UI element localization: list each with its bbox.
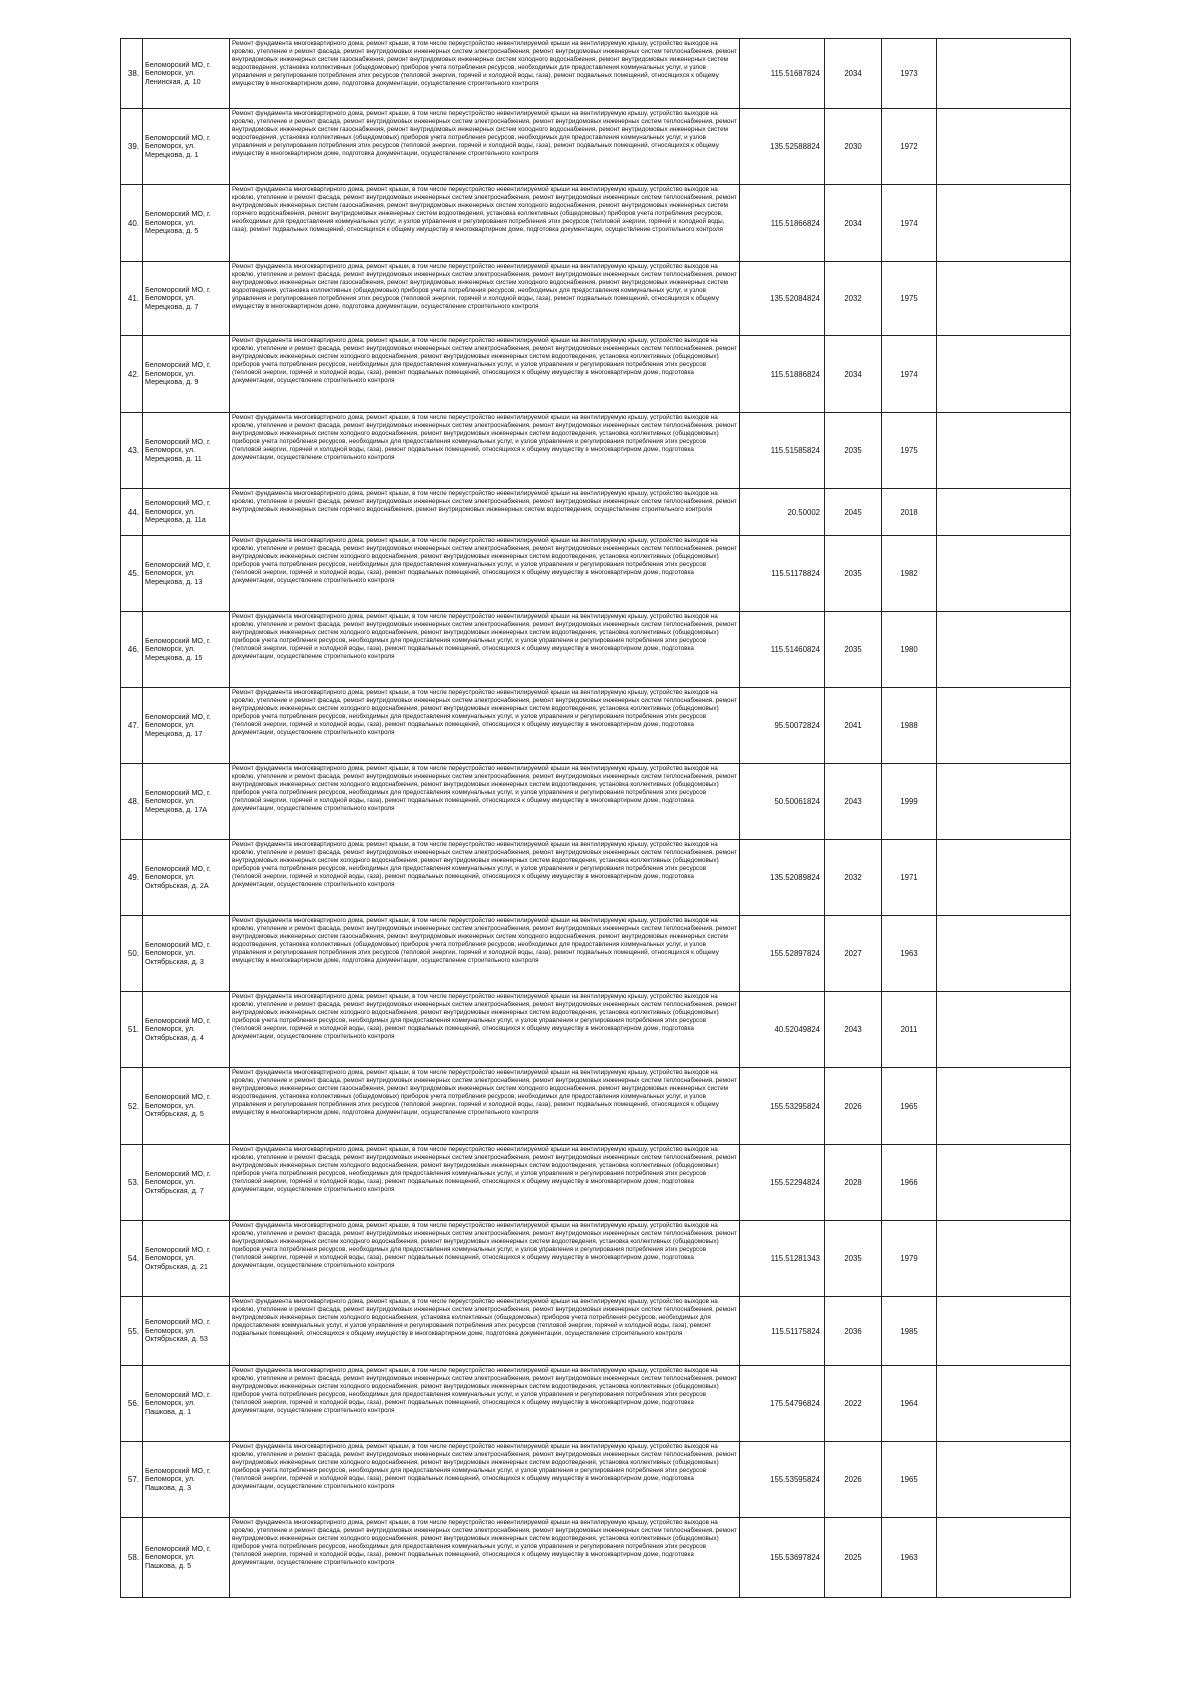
row-number: 48. — [121, 764, 143, 840]
table-row — [121, 185, 1071, 262]
address-cell: Беломорский МО, г. Беломорск, ул. Октябрьская, д. 21 — [143, 1221, 230, 1297]
cost-cell: 115.51178824 — [740, 536, 825, 612]
table-row — [121, 489, 1071, 536]
table-row — [121, 688, 1071, 764]
repair-year-cell: 2034 — [825, 39, 882, 109]
empty-cell — [937, 916, 1071, 992]
row-number: 49. — [121, 840, 143, 916]
empty-cell — [937, 764, 1071, 840]
row-number: 57. — [121, 1442, 143, 1518]
works-description-cell: Ремонт фундамента многоквартирного дома, ремонт крыши, в том числе переустройство невентилируемой крыши на вентилируемую крышу, устройство выходов на кровлю, утепление и ремонт фасада, ремонт внутридомовых инженерных систем электроснабжения, ремонт внутридомовых инженерных систем теплоснабжения, ремонт внутридомовых инженерных систем газоснабжения, ремонт внутридомовых инженерных систем холодного водоснабжения, ремонт внутридомовых инженерных систем водоотведения, установка коллективных (общедомовых) приборов учета потребления ресурсов, необходимых для предоставления коммунальных услуг, и узлов управления и регулирования потребления этих ресурсов (тепловой энергии, горячей и холодной воды, газа), ремонт подвальных помещений, относящихся к общему имуществу в многоквартирном доме, подготовка документации, осуществление строительного контроля — [230, 39, 740, 109]
cost-cell: 155.52897824 — [740, 916, 825, 992]
table-row — [121, 764, 1071, 840]
table-row — [121, 1442, 1071, 1518]
works-description-cell: Ремонт фундамента многоквартирного дома, ремонт крыши, в том числе переустройство невентилируемой крыши на вентилируемую крышу, устройство выходов на кровлю, утепление и ремонт фасада, ремонт внутридомовых инженерных систем электроснабжения, ремонт внутридомовых инженерных систем теплоснабжения, ремонт внутридомовых инженерных систем холодного водоснабжения, ремонт внутридомовых инженерных систем водоотведения, установка коллективных (общедомовых) приборов учета потребления ресурсов, необходимых для предоставления коммунальных услуг, и узлов управления и регулирования потребления этих ресурсов (тепловой энергии, горячей и холодной воды, газа), ремонт подвальных помещений, относящихся к общему имуществу в многоквартирном доме, подготовка документации, осуществление строительного контроля — [230, 536, 740, 612]
cost-cell: 155.52294824 — [740, 1145, 825, 1221]
works-description-cell: Ремонт фундамента многоквартирного дома, ремонт крыши, в том числе переустройство невентилируемой крыши на вентилируемую крышу, устройство выходов на кровлю, утепление и ремонт фасада, ремонт внутридомовых инженерных систем электроснабжения, ремонт внутридомовых инженерных систем теплоснабжения, ремонт внутридомовых инженерных систем холодного водоснабжения, ремонт внутридомовых инженерных систем водоотведения, установка коллективных (общедомовых) приборов учета потребления ресурсов, необходимых для предоставления коммунальных услуг, и узлов управления и регулирования потребления этих ресурсов (тепловой энергии, горячей и холодной воды, газа), ремонт подвальных помещений, относящихся к общему имуществу в многоквартирном доме, подготовка документации, осуществление строительного контроля — [230, 1145, 740, 1221]
empty-cell — [937, 109, 1071, 185]
repair-year-cell: 2035 — [825, 1221, 882, 1297]
cost-cell: 50.50061824 — [740, 764, 825, 840]
row-number: 47. — [121, 688, 143, 764]
address-cell: Беломорский МО, г. Беломорск, ул. Мерецкова, д. 9 — [143, 336, 230, 413]
works-description-cell: Ремонт фундамента многоквартирного дома, ремонт крыши, в том числе переустройство невентилируемой крыши на вентилируемую крышу, устройство выходов на кровлю, утепление и ремонт фасада, ремонт внутридомовых инженерных систем электроснабжения, ремонт внутридомовых инженерных систем теплоснабжения, ремонт внутридомовых инженерных систем горячего водоснабжения, ремонт внутридомовых инженерных систем водоотведения, осуществление строительного контроля — [230, 489, 740, 536]
empty-cell — [937, 840, 1071, 916]
works-description-cell: Ремонт фундамента многоквартирного дома, ремонт крыши, в том числе переустройство невентилируемой крыши на вентилируемую крышу, устройство выходов на кровлю, утепление и ремонт фасада, ремонт внутридомовых инженерных систем электроснабжения, ремонт внутридомовых инженерных систем теплоснабжения, ремонт внутридомовых инженерных систем холодного водоснабжения, ремонт внутридомовых инженерных систем водоотведения, установка коллективных (общедомовых) приборов учета потребления ресурсов, необходимых для предоставления коммунальных услуг, и узлов управления и регулирования потребления этих ресурсов (тепловой энергии, горячей и холодной воды, газа), ремонт подвальных помещений, относящихся к общему имуществу в многоквартирном доме, подготовка документации, осуществление строительного контроля — [230, 1366, 740, 1442]
address-cell: Беломорский МО, г. Беломорск, ул. Мерецкова, д. 13 — [143, 536, 230, 612]
build-year-cell: 1973 — [882, 39, 937, 109]
build-year-cell: 1966 — [882, 1145, 937, 1221]
build-year-cell: 1963 — [882, 916, 937, 992]
works-description-cell: Ремонт фундамента многоквартирного дома, ремонт крыши, в том числе переустройство невентилируемой крыши на вентилируемую крышу, устройство выходов на кровлю, утепление и ремонт фасада, ремонт внутридомовых инженерных систем электроснабжения, ремонт внутридомовых инженерных систем теплоснабжения, ремонт внутридомовых инженерных систем холодного водоснабжения, ремонт внутридомовых инженерных систем водоотведения, установка коллективных (общедомовых) приборов учета потребления ресурсов, необходимых для предоставления коммунальных услуг, и узлов управления и регулирования потребления этих ресурсов (тепловой энергии, горячей и холодной воды, газа), ремонт подвальных помещений, относящихся к общему имуществу в многоквартирном доме, подготовка документации, осуществление строительного контроля — [230, 688, 740, 764]
cost-cell: 115.51866824 — [740, 185, 825, 262]
build-year-cell: 1988 — [882, 688, 937, 764]
build-year-cell: 1965 — [882, 1442, 937, 1518]
empty-cell — [937, 992, 1071, 1068]
table-row — [121, 536, 1071, 612]
cost-cell: 115.51281343 — [740, 1221, 825, 1297]
cost-cell: 115.51886824 — [740, 336, 825, 413]
cost-cell: 135.52084824 — [740, 262, 825, 336]
repair-year-cell: 2034 — [825, 336, 882, 413]
works-description-cell: Ремонт фундамента многоквартирного дома, ремонт крыши, в том числе переустройство невентилируемой крыши на вентилируемую крышу, устройство выходов на кровлю, утепление и ремонт фасада, ремонт внутридомовых инженерных систем электроснабжения, ремонт внутридомовых инженерных систем теплоснабжения, ремонт внутридомовых инженерных систем холодного водоснабжения, ремонт внутридомовых инженерных систем водоотведения, установка коллективных (общедомовых) приборов учета потребления ресурсов, необходимых для предоставления коммунальных услуг, и узлов управления и регулирования потребления этих ресурсов (тепловой энергии, горячей и холодной воды, газа), ремонт подвальных помещений, относящихся к общему имуществу в многоквартирном доме, подготовка документации, осуществление строительного контроля — [230, 1221, 740, 1297]
address-cell: Беломорский МО, г. Беломорск, ул. Мерецкова, д. 11 — [143, 413, 230, 489]
table-row — [121, 916, 1071, 992]
table-row — [121, 39, 1071, 109]
works-description-cell: Ремонт фундамента многоквартирного дома, ремонт крыши, в том числе переустройство невентилируемой крыши на вентилируемую крышу, устройство выходов на кровлю, утепление и ремонт фасада, ремонт внутридомовых инженерных систем электроснабжения, ремонт внутридомовых инженерных систем теплоснабжения, ремонт внутридомовых инженерных систем холодного водоснабжения, ремонт внутридомовых инженерных систем водоотведения, установка коллективных (общедомовых) приборов учета потребления ресурсов, необходимых для предоставления коммунальных услуг, и узлов управления и регулирования потребления этих ресурсов (тепловой энергии, горячей и холодной воды, газа), ремонт подвальных помещений, относящихся к общему имуществу в многоквартирном доме, подготовка документации, осуществление строительного контроля — [230, 413, 740, 489]
table-row — [121, 1366, 1071, 1442]
repair-year-cell: 2027 — [825, 916, 882, 992]
table-body — [121, 39, 1071, 1598]
cost-cell: 115.51687824 — [740, 39, 825, 109]
empty-cell — [937, 1518, 1071, 1598]
build-year-cell: 1982 — [882, 536, 937, 612]
address-cell: Беломорский МО, г. Беломорск, ул. Пашкова, д. 1 — [143, 1366, 230, 1442]
repair-year-cell: 2026 — [825, 1442, 882, 1518]
empty-cell — [937, 1221, 1071, 1297]
cost-cell: 95.50072824 — [740, 688, 825, 764]
address-cell: Беломорский МО, г. Беломорск, ул. Ленинская, д. 10 — [143, 39, 230, 109]
works-description-cell: Ремонт фундамента многоквартирного дома, ремонт крыши, в том числе переустройство невентилируемой крыши на вентилируемую крышу, устройство выходов на кровлю, утепление и ремонт фасада, ремонт внутридомовых инженерных систем электроснабжения, ремонт внутридомовых инженерных систем теплоснабжения, ремонт внутридомовых инженерных систем газоснабжения, ремонт внутридомовых инженерных систем холодного водоснабжения, ремонт внутридомовых инженерных систем водоотведения, установка коллективных (общедомовых) приборов учета потребления ресурсов, необходимых для предоставления коммунальных услуг, и узлов управления и регулирования потребления этих ресурсов (тепловой энергии, горячей и холодной воды, газа), ремонт подвальных помещений, относящихся к общему имуществу в многоквартирном доме, подготовка документации, осуществление строительного контроля — [230, 1068, 740, 1145]
table-row — [121, 336, 1071, 413]
address-cell: Беломорский МО, г. Беломорск, ул. Пашкова, д. 3 — [143, 1442, 230, 1518]
build-year-cell: 1974 — [882, 336, 937, 413]
works-description-cell: Ремонт фундамента многоквартирного дома, ремонт крыши, в том числе переустройство невентилируемой крыши на вентилируемую крышу, устройство выходов на кровлю, утепление и ремонт фасада, ремонт внутридомовых инженерных систем электроснабжения, ремонт внутридомовых инженерных систем теплоснабжения, ремонт внутридомовых инженерных систем газоснабжения, ремонт внутридомовых инженерных систем холодного водоснабжения, ремонт внутридомовых инженерных систем водоотведения, установка коллективных (общедомовых) приборов учета потребления ресурсов, необходимых для предоставления коммунальных услуг, и узлов управления и регулирования потребления этих ресурсов (тепловой энергии, горячей и холодной воды, газа), ремонт подвальных помещений, относящихся к общему имуществу в многоквартирном доме, подготовка документации, осуществление строительного контроля — [230, 916, 740, 992]
build-year-cell: 2011 — [882, 992, 937, 1068]
table-row — [121, 413, 1071, 489]
table-row — [121, 1068, 1071, 1145]
row-number: 40. — [121, 185, 143, 262]
table-row — [121, 109, 1071, 185]
row-number: 51. — [121, 992, 143, 1068]
address-cell: Беломорский МО, г. Беломорск, ул. Мерецкова, д. 5 — [143, 185, 230, 262]
table-row — [121, 1518, 1071, 1598]
repair-year-cell: 2043 — [825, 764, 882, 840]
works-description-cell: Ремонт фундамента многоквартирного дома, ремонт крыши, в том числе переустройство невентилируемой крыши на вентилируемую крышу, устройство выходов на кровлю, утепление и ремонт фасада, ремонт внутридомовых инженерных систем электроснабжения, ремонт внутридомовых инженерных систем теплоснабжения, ремонт внутридомовых инженерных систем холодного водоснабжения, ремонт внутридомовых инженерных систем водоотведения, установка коллективных (общедомовых) приборов учета потребления ресурсов, необходимых для предоставления коммунальных услуг, и узлов управления и регулирования потребления этих ресурсов (тепловой энергии, горячей и холодной воды, газа), ремонт подвальных помещений, относящихся к общему имуществу в многоквартирном доме, подготовка документации, осуществление строительного контроля — [230, 336, 740, 413]
build-year-cell: 1980 — [882, 612, 937, 688]
cost-cell: 155.53697824 — [740, 1518, 825, 1598]
table-row — [121, 992, 1071, 1068]
row-number: 52. — [121, 1068, 143, 1145]
empty-cell — [937, 1366, 1071, 1442]
repair-year-cell: 2022 — [825, 1366, 882, 1442]
works-description-cell: Ремонт фундамента многоквартирного дома, ремонт крыши, в том числе переустройство невентилируемой крыши на вентилируемую крышу, устройство выходов на кровлю, утепление и ремонт фасада, ремонт внутридомовых инженерных систем электроснабжения, ремонт внутридомовых инженерных систем теплоснабжения, ремонт внутридомовых инженерных систем холодного водоснабжения, ремонт внутридомовых инженерных систем водоотведения, установка коллективных (общедомовых) приборов учета потребления ресурсов, необходимых для предоставления коммунальных услуг, и узлов управления и регулирования потребления этих ресурсов (тепловой энергии, горячей и холодной воды, газа), ремонт подвальных помещений, относящихся к общему имуществу в многоквартирном доме, подготовка документации, осуществление строительного контроля — [230, 612, 740, 688]
row-number: 41. — [121, 262, 143, 336]
repair-year-cell: 2034 — [825, 185, 882, 262]
cost-cell: 175.54796824 — [740, 1366, 825, 1442]
capital-repair-table-page — [120, 38, 1070, 1598]
address-cell: Беломорский МО, г. Беломорск, ул. Октябрьская, д. 4 — [143, 992, 230, 1068]
works-description-cell: Ремонт фундамента многоквартирного дома, ремонт крыши, в том числе переустройство невентилируемой крыши на вентилируемую крышу, устройство выходов на кровлю, утепление и ремонт фасада, ремонт внутридомовых инженерных систем электроснабжения, ремонт внутридомовых инженерных систем теплоснабжения, ремонт внутридомовых инженерных систем холодного водоснабжения, установка коллективных (общедомовых) приборов учета потребления ресурсов, необходимых для предоставления коммунальных услуг, и узлов управления и регулирования потребления этих ресурсов (тепловой энергии, горячей и холодной воды, газа), ремонт подвальных помещений, относящихся к общему имуществу в многоквартирном доме, подготовка документации, осуществление строительного контроля — [230, 1297, 740, 1366]
empty-cell — [937, 1297, 1071, 1366]
repair-year-cell: 2028 — [825, 1145, 882, 1221]
table-row — [121, 262, 1071, 336]
address-cell: Беломорский МО, г. Беломорск, ул. Октябрьская, д. 3 — [143, 916, 230, 992]
address-cell: Беломорский МО, г. Беломорск, ул. Октябрьская, д. 2А — [143, 840, 230, 916]
works-description-cell: Ремонт фундамента многоквартирного дома, ремонт крыши, в том числе переустройство невентилируемой крыши на вентилируемую крышу, устройство выходов на кровлю, утепление и ремонт фасада, ремонт внутридомовых инженерных систем электроснабжения, ремонт внутридомовых инженерных систем теплоснабжения, ремонт внутридомовых инженерных систем газоснабжения, ремонт внутридомовых инженерных систем холодного водоснабжения, ремонт внутридомовых инженерных систем водоотведения, установка коллективных (общедомовых) приборов учета потребления ресурсов, необходимых для предоставления коммунальных услуг, и узлов управления и регулирования потребления этих ресурсов (тепловой энергии, горячей и холодной воды, газа), ремонт подвальных помещений, относящихся к общему имуществу в многоквартирном доме, подготовка документации, осуществление строительного контроля — [230, 109, 740, 185]
empty-cell — [937, 413, 1071, 489]
repair-year-cell: 2045 — [825, 489, 882, 536]
row-number: 39. — [121, 109, 143, 185]
build-year-cell: 1965 — [882, 1068, 937, 1145]
empty-cell — [937, 1068, 1071, 1145]
empty-cell — [937, 1442, 1071, 1518]
row-number: 38. — [121, 39, 143, 109]
works-description-cell: Ремонт фундамента многоквартирного дома, ремонт крыши, в том числе переустройство невентилируемой крыши на вентилируемую крышу, устройство выходов на кровлю, утепление и ремонт фасада, ремонт внутридомовых инженерных систем электроснабжения, ремонт внутридомовых инженерных систем теплоснабжения, ремонт внутридомовых инженерных систем холодного водоснабжения, ремонт внутридомовых инженерных систем водоотведения, установка коллективных (общедомовых) приборов учета потребления ресурсов, необходимых для предоставления коммунальных услуг, и узлов управления и регулирования потребления этих ресурсов (тепловой энергии, горячей и холодной воды, газа), ремонт подвальных помещений, относящихся к общему имуществу в многоквартирном доме, подготовка документации, осуществление строительного контроля — [230, 840, 740, 916]
address-cell: Беломорский МО, г. Беломорск, ул. Мерецкова, д. 11а — [143, 489, 230, 536]
table-row — [121, 1145, 1071, 1221]
empty-cell — [937, 688, 1071, 764]
empty-cell — [937, 1145, 1071, 1221]
cost-cell: 155.53295824 — [740, 1068, 825, 1145]
build-year-cell: 1971 — [882, 840, 937, 916]
address-cell: Беломорский МО, г. Беломорск, ул. Мерецкова, д. 15 — [143, 612, 230, 688]
build-year-cell: 1963 — [882, 1518, 937, 1598]
cost-cell: 115.51585824 — [740, 413, 825, 489]
repair-year-cell: 2035 — [825, 413, 882, 489]
row-number: 44. — [121, 489, 143, 536]
address-cell: Беломорский МО, г. Беломорск, ул. Мерецкова, д. 7 — [143, 262, 230, 336]
build-year-cell: 1974 — [882, 185, 937, 262]
cost-cell: 135.52089824 — [740, 840, 825, 916]
capital-repair-table — [120, 38, 1071, 1598]
build-year-cell: 1964 — [882, 1366, 937, 1442]
works-description-cell: Ремонт фундамента многоквартирного дома, ремонт крыши, в том числе переустройство невентилируемой крыши на вентилируемую крышу, устройство выходов на кровлю, утепление и ремонт фасада, ремонт внутридомовых инженерных систем электроснабжения, ремонт внутридомовых инженерных систем теплоснабжения, ремонт внутридомовых инженерных систем газоснабжения, ремонт внутридомовых инженерных систем холодного водоснабжения, ремонт внутридомовых инженерных систем водоотведения, установка коллективных (общедомовых) приборов учета потребления ресурсов, необходимых для предоставления коммунальных услуг, и узлов управления и регулирования потребления этих ресурсов (тепловой энергии, горячей и холодной воды, газа), ремонт подвальных помещений, относящихся к общему имуществу в многоквартирном доме, подготовка документации, осуществление строительного контроля — [230, 262, 740, 336]
address-cell: Беломорский МО, г. Беломорск, ул. Октябрьская, д. 53 — [143, 1297, 230, 1366]
repair-year-cell: 2026 — [825, 1068, 882, 1145]
cost-cell: 20.50002 — [740, 489, 825, 536]
build-year-cell: 2018 — [882, 489, 937, 536]
row-number: 53. — [121, 1145, 143, 1221]
row-number: 54. — [121, 1221, 143, 1297]
repair-year-cell: 2043 — [825, 992, 882, 1068]
row-number: 58. — [121, 1518, 143, 1598]
repair-year-cell: 2036 — [825, 1297, 882, 1366]
address-cell: Беломорский МО, г. Беломорск, ул. Октябрьская, д. 7 — [143, 1145, 230, 1221]
works-description-cell: Ремонт фундамента многоквартирного дома, ремонт крыши, в том числе переустройство невентилируемой крыши на вентилируемую крышу, устройство выходов на кровлю, утепление и ремонт фасада, ремонт внутридомовых инженерных систем электроснабжения, ремонт внутридомовых инженерных систем теплоснабжения, ремонт внутридомовых инженерных систем холодного водоснабжения, ремонт внутридомовых инженерных систем водоотведения, установка коллективных (общедомовых) приборов учета потребления ресурсов, необходимых для предоставления коммунальных услуг, и узлов управления и регулирования потребления этих ресурсов (тепловой энергии, горячей и холодной воды, газа), ремонт подвальных помещений, относящихся к общему имуществу в многоквартирном доме, подготовка документации, осуществление строительного контроля — [230, 1518, 740, 1598]
cost-cell: 115.51460824 — [740, 612, 825, 688]
repair-year-cell: 2025 — [825, 1518, 882, 1598]
cost-cell: 135.52588824 — [740, 109, 825, 185]
empty-cell — [937, 39, 1071, 109]
build-year-cell: 1979 — [882, 1221, 937, 1297]
address-cell: Беломорский МО, г. Беломорск, ул. Октябрьская, д. 5 — [143, 1068, 230, 1145]
works-description-cell: Ремонт фундамента многоквартирного дома, ремонт крыши, в том числе переустройство невентилируемой крыши на вентилируемую крышу, устройство выходов на кровлю, утепление и ремонт фасада, ремонт внутридомовых инженерных систем электроснабжения, ремонт внутридомовых инженерных систем теплоснабжения, ремонт внутридомовых инженерных систем холодного водоснабжения, ремонт внутридомовых инженерных систем водоотведения, установка коллективных (общедомовых) приборов учета потребления ресурсов, необходимых для предоставления коммунальных услуг, и узлов управления и регулирования потребления этих ресурсов (тепловой энергии, горячей и холодной воды, газа), ремонт подвальных помещений, относящихся к общему имуществу в многоквартирном доме, подготовка документации, осуществление строительного контроля — [230, 1442, 740, 1518]
address-cell: Беломорский МО, г. Беломорск, ул. Мерецкова, д. 17 — [143, 688, 230, 764]
address-cell: Беломорский МО, г. Беломорск, ул. Мерецкова, д. 17А — [143, 764, 230, 840]
table-row — [121, 1297, 1071, 1366]
repair-year-cell: 2030 — [825, 109, 882, 185]
build-year-cell: 1975 — [882, 262, 937, 336]
repair-year-cell: 2041 — [825, 688, 882, 764]
table-row — [121, 612, 1071, 688]
repair-year-cell: 2032 — [825, 840, 882, 916]
cost-cell: 115.51175824 — [740, 1297, 825, 1366]
row-number: 56. — [121, 1366, 143, 1442]
empty-cell — [937, 612, 1071, 688]
cost-cell: 40.52049824 — [740, 992, 825, 1068]
address-cell: Беломорский МО, г. Беломорск, ул. Мерецкова, д. 1 — [143, 109, 230, 185]
empty-cell — [937, 262, 1071, 336]
repair-year-cell: 2035 — [825, 536, 882, 612]
row-number: 43. — [121, 413, 143, 489]
build-year-cell: 1985 — [882, 1297, 937, 1366]
cost-cell: 155.53595824 — [740, 1442, 825, 1518]
table-row — [121, 840, 1071, 916]
empty-cell — [937, 489, 1071, 536]
build-year-cell: 1999 — [882, 764, 937, 840]
row-number: 45. — [121, 536, 143, 612]
table-row — [121, 1221, 1071, 1297]
build-year-cell: 1972 — [882, 109, 937, 185]
address-cell: Беломорский МО, г. Беломорск, ул. Пашкова, д. 5 — [143, 1518, 230, 1598]
empty-cell — [937, 336, 1071, 413]
works-description-cell: Ремонт фундамента многоквартирного дома, ремонт крыши, в том числе переустройство невентилируемой крыши на вентилируемую крышу, устройство выходов на кровлю, утепление и ремонт фасада, ремонт внутридомовых инженерных систем электроснабжения, ремонт внутридомовых инженерных систем теплоснабжения, ремонт внутридомовых инженерных систем холодного водоснабжения, ремонт внутридомовых инженерных систем водоотведения, установка коллективных (общедомовых) приборов учета потребления ресурсов, необходимых для предоставления коммунальных услуг, и узлов управления и регулирования потребления этих ресурсов (тепловой энергии, горячей и холодной воды, газа), ремонт подвальных помещений, относящихся к общему имуществу в многоквартирном доме, подготовка документации, осуществление строительного контроля — [230, 992, 740, 1068]
works-description-cell: Ремонт фундамента многоквартирного дома, ремонт крыши, в том числе переустройство невентилируемой крыши на вентилируемую крышу, устройство выходов на кровлю, утепление и ремонт фасада, ремонт внутридомовых инженерных систем электроснабжения, ремонт внутридомовых инженерных систем теплоснабжения, ремонт внутридомовых инженерных систем холодного водоснабжения, ремонт внутридомовых инженерных систем водоотведения, установка коллективных (общедомовых) приборов учета потребления ресурсов, необходимых для предоставления коммунальных услуг, и узлов управления и регулирования потребления этих ресурсов (тепловой энергии, горячей и холодной воды, газа), ремонт подвальных помещений, относящихся к общему имуществу в многоквартирном доме, подготовка документации, осуществление строительного контроля — [230, 764, 740, 840]
empty-cell — [937, 185, 1071, 262]
works-description-cell: Ремонт фундамента многоквартирного дома, ремонт крыши, в том числе переустройство невентилируемой крыши на вентилируемую крышу, устройство выходов на кровлю, утепление и ремонт фасада, ремонт внутридомовых инженерных систем электроснабжения, ремонт внутридомовых инженерных систем теплоснабжения, ремонт внутридомовых инженерных систем газоснабжения, ремонт внутридомовых инженерных систем холодного водоснабжения, ремонт внутридомовых инженерных систем горячего водоснабжения, ремонт внутридомовых инженерных систем водоотведения, установка коллективных (общедомовых) приборов учета потребления ресурсов, необходимых для предоставления коммунальных услуг, и узлов управления и регулирования потребления этих ресурсов (тепловой энергии, горячей и холодной воды, газа), ремонт подвальных помещений, относящихся к общему имуществу в многоквартирном доме, подготовка документации, осуществление строительного контроля — [230, 185, 740, 262]
build-year-cell: 1975 — [882, 413, 937, 489]
row-number: 50. — [121, 916, 143, 992]
empty-cell — [937, 536, 1071, 612]
row-number: 42. — [121, 336, 143, 413]
repair-year-cell: 2032 — [825, 262, 882, 336]
repair-year-cell: 2035 — [825, 612, 882, 688]
row-number: 46. — [121, 612, 143, 688]
row-number: 55. — [121, 1297, 143, 1366]
